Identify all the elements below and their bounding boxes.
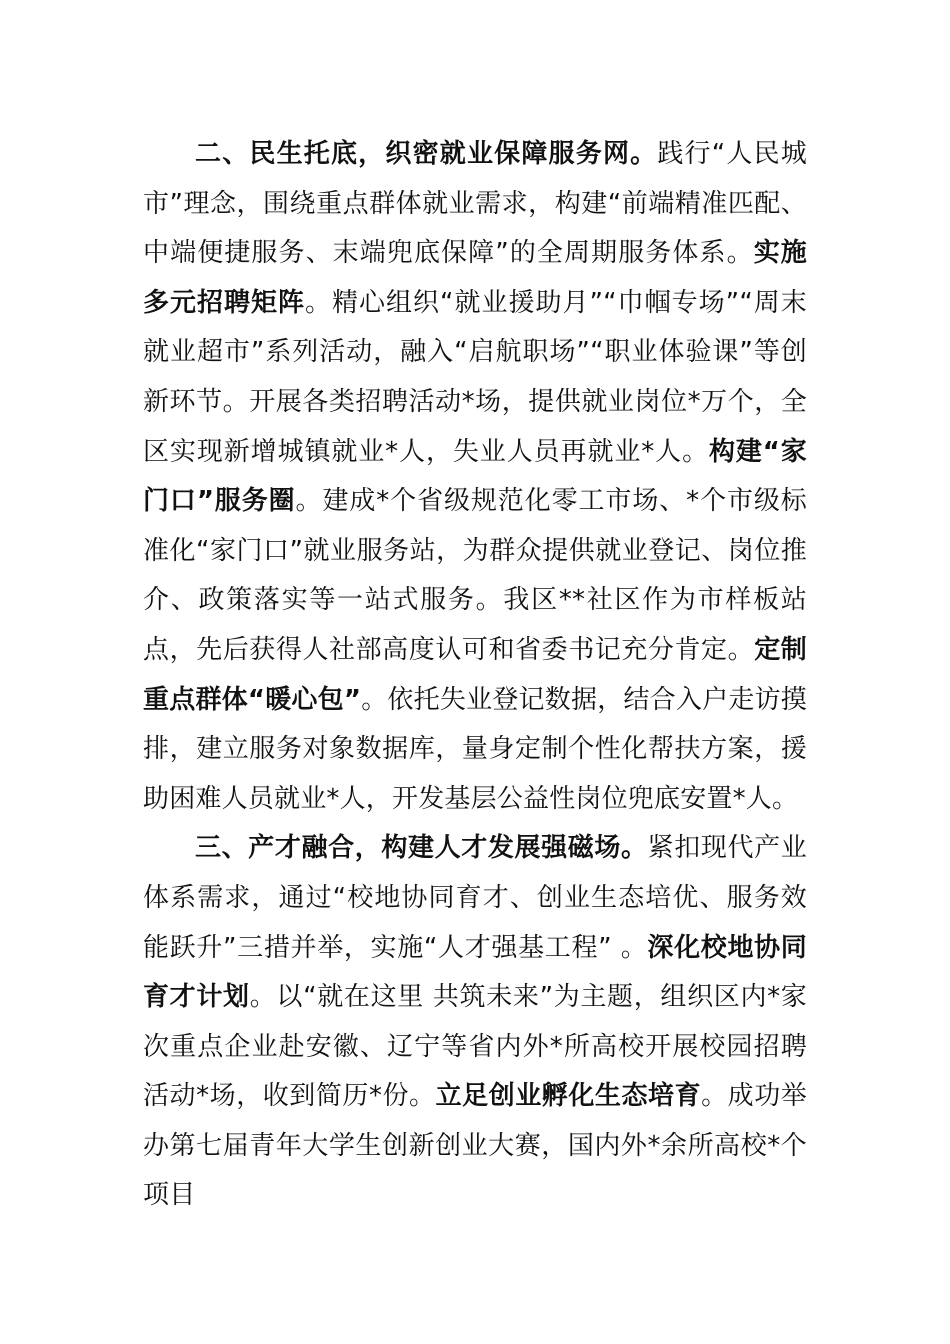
body-text: 。精心组织“就业援助月”“巾帼专场”“周末就业超市”系列活动，融入“启航职场”“职业体验课”等创新环节。开展各类招聘活动*场，提供就业岗位*万个，全区实现新增城镇就业*人，失业人员再就业*人。	[143, 287, 807, 467]
body-text: 。依托失业登记数据，结合入户走访摸排，建立服务对象数据库，量身定制个性化帮扶方案，援助困难人员就业*人，开发基层公益性岗位兜底安置*人。	[143, 684, 807, 814]
paragraph-talent	[143, 824, 807, 1221]
subheading-doorstep-service: 构建“家门口”服务圈	[143, 436, 807, 517]
document-page	[143, 130, 807, 1221]
body-text: 紧扣现代产业体系需求，通过“校地协同育才、创业生态培优、服务效能跃升”三措并举，实施“人才强基工程” 。	[143, 833, 808, 963]
subheading-school-collaboration: 深化校地协同育才计划	[143, 932, 808, 1013]
subheading-recruitment-matrix: 实施多元招聘矩阵	[143, 238, 807, 318]
subheading-startup-incubation: 立足创业孵化生态培育	[435, 1081, 702, 1112]
body-text: 。成功举办第七届青年大学生创新创业大赛，国内外*余所高校*个项目	[143, 1081, 807, 1211]
paragraph-livelihood	[143, 130, 807, 824]
body-text: 践行“人民城市”理念，围绕重点群体就业需求，构建“前端精准匹配、中端便捷服务、末端兜底保障”的全周期服务体系。	[143, 139, 807, 269]
subheading-warm-package: 定制重点群体“暖心包”	[143, 634, 807, 715]
section-heading-livelihood: 二、民生托底，织密就业保障服务网。	[195, 139, 658, 169]
section-heading-talent: 三、产才融合，构建人才发展强磁场。	[195, 833, 648, 864]
body-text: 。建成*个省级规范化零工市场、*个市级标准化“家门口”就业服务站，为群众提供就业登记、岗位推介、政策落实等一站式服务。我区**社区作为市样板站点，先后获得人社部高度认可和省委书记充分肯定。	[143, 486, 807, 665]
body-text: 。以“就在这里 共筑未来”为主题，组织区内*家次重点企业赴安徽、辽宁等省内外*所高校开展校园招聘活动*场，收到简历*份。	[143, 982, 807, 1112]
